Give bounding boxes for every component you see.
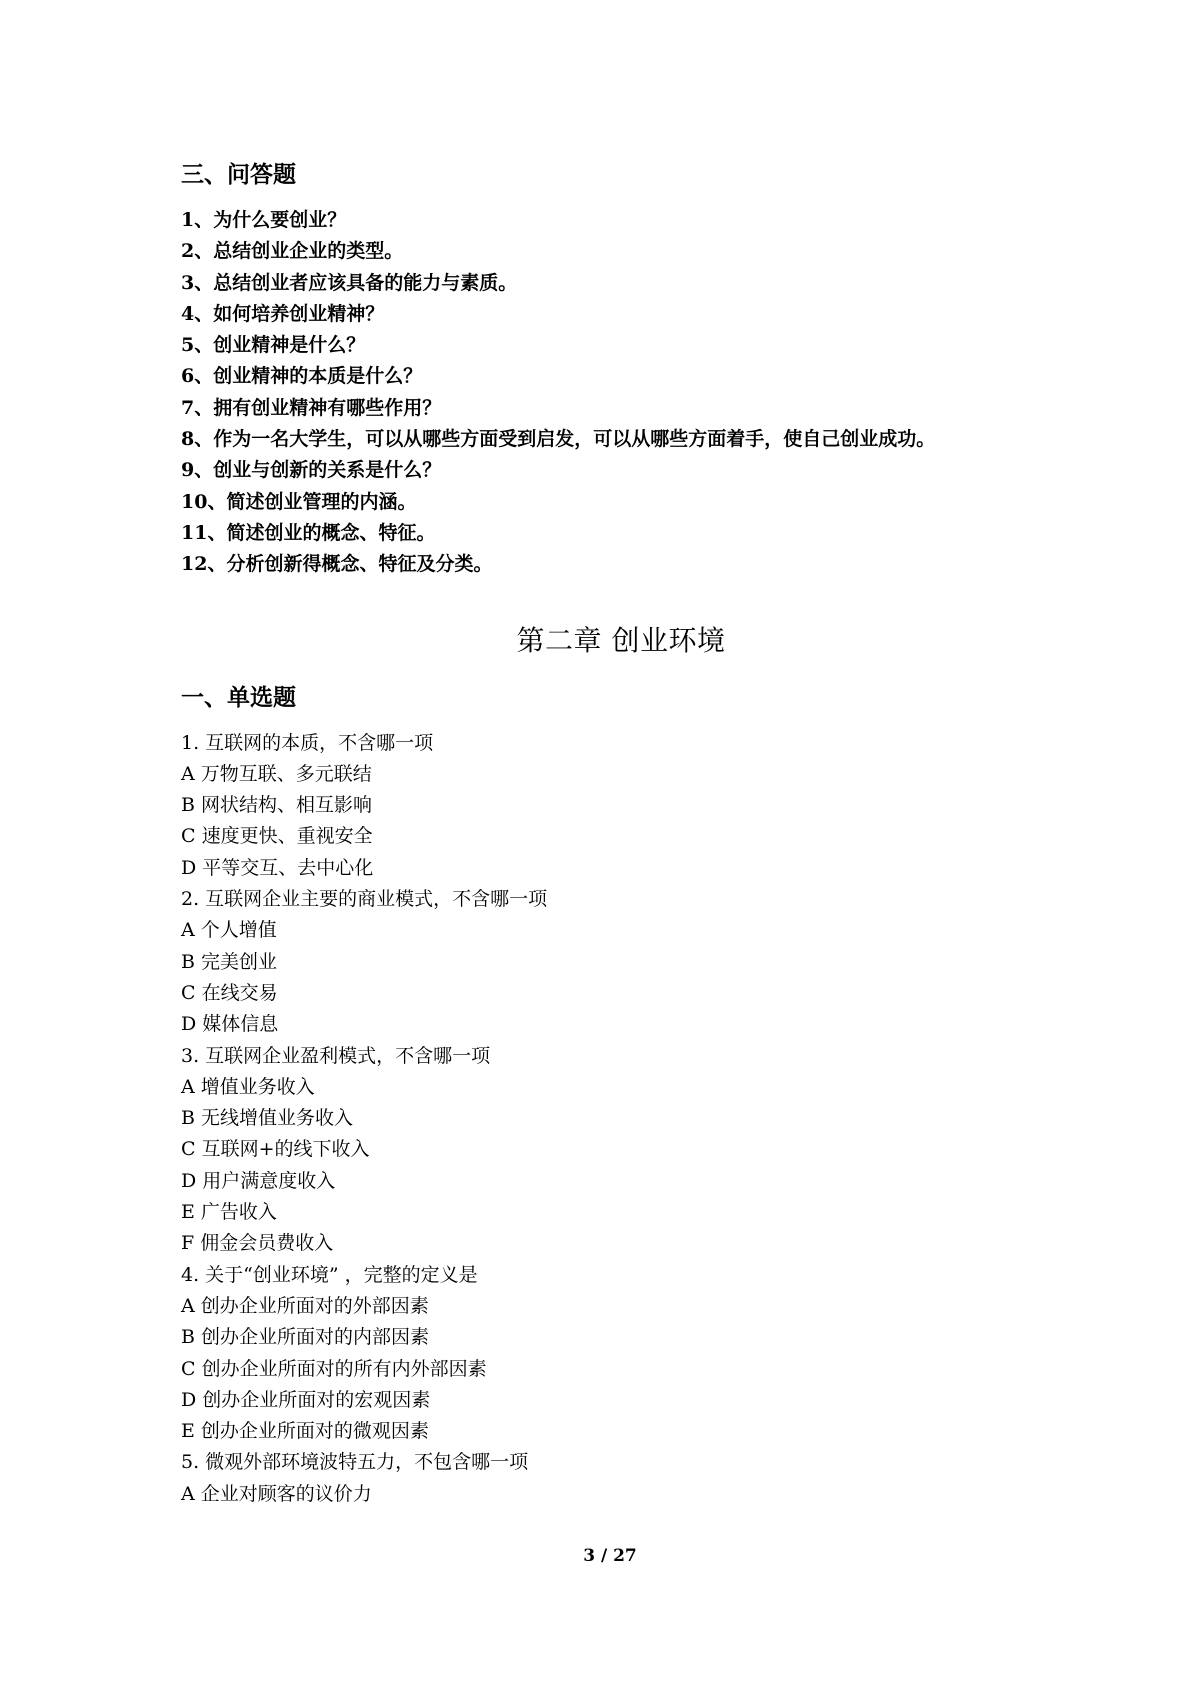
choice-question: 3. 互联网企业盈利模式，不含哪一项	[181, 1044, 491, 1067]
qa-question: 4、如何培养创业精神？	[181, 302, 385, 325]
single-choice-list	[181, 728, 1081, 1510]
page-number: 3 / 27	[583, 1546, 637, 1566]
choice-option: D 平等交互、去中心化	[181, 856, 374, 879]
page-content	[181, 158, 1081, 1510]
choice-option: D 创办企业所面对的宏观因素	[181, 1388, 431, 1411]
section-heading-qa: 三、问答题	[181, 161, 296, 188]
qa-question: 6、创业精神的本质是什么？	[181, 365, 423, 388]
qa-question: 10、简述创业管理的内涵。	[181, 490, 417, 513]
qa-question-list	[181, 205, 1081, 581]
choice-option: A 万物互联、多元联结	[181, 762, 372, 785]
qa-question: 8、作为一名大学生，可以从哪些方面受到启发，可以从哪些方面着手，使自己创业成功。	[181, 428, 936, 451]
choice-option: A 个人增值	[181, 919, 277, 942]
choice-option: C 在线交易	[181, 981, 278, 1004]
choice-option: E 创办企业所面对的微观因素	[181, 1420, 429, 1443]
choice-question: 2. 互联网企业主要的商业模式，不含哪一项	[181, 888, 548, 911]
qa-question: 7、拥有创业精神有哪些作用？	[181, 396, 442, 419]
choice-option: D 用户满意度收入	[181, 1169, 336, 1192]
choice-option: F 佣金会员费收入	[181, 1232, 334, 1255]
qa-question: 11、简述创业的概念、特征。	[181, 521, 436, 544]
qa-question: 12、分析创新得概念、特征及分类。	[181, 553, 493, 576]
choice-question: 1. 互联网的本质，不含哪一项	[181, 731, 434, 754]
choice-option: C 创办企业所面对的所有内外部因素	[181, 1357, 487, 1380]
chapter-title: 第二章 创业环境	[516, 623, 726, 657]
choice-option: C 互联网+的线下收入	[181, 1138, 370, 1161]
choice-option: D 媒体信息	[181, 1013, 279, 1036]
choice-option: A 创办企业所面对的外部因素	[181, 1294, 429, 1317]
choice-option: B 创办企业所面对的内部因素	[181, 1326, 430, 1349]
qa-question: 2、总结创业企业的类型。	[181, 240, 404, 263]
qa-question: 5、创业精神是什么？	[181, 334, 366, 357]
choice-option: A 企业对顾客的议价力	[181, 1482, 372, 1505]
choice-option: B 完美创业	[181, 950, 278, 973]
choice-option: C 速度更快、重视安全	[181, 825, 373, 848]
choice-option: A 增值业务收入	[181, 1075, 315, 1098]
choice-question: 5. 微观外部环境波特五力，不包含哪一项	[181, 1451, 529, 1474]
choice-option: E 广告收入	[181, 1201, 277, 1224]
choice-question: 4. 关于“创业环境” ，完整的定义是	[181, 1263, 478, 1286]
choice-option: B 无线增值业务收入	[181, 1107, 354, 1130]
qa-question: 3、总结创业者应该具备的能力与素质。	[181, 271, 518, 294]
qa-question: 1、为什么要创业？	[181, 209, 347, 231]
section-heading-single-choice: 一、单选题	[181, 683, 296, 711]
choice-option: B 网状结构、相互影响	[181, 794, 373, 817]
qa-question: 9、创业与创新的关系是什么？	[181, 459, 442, 482]
